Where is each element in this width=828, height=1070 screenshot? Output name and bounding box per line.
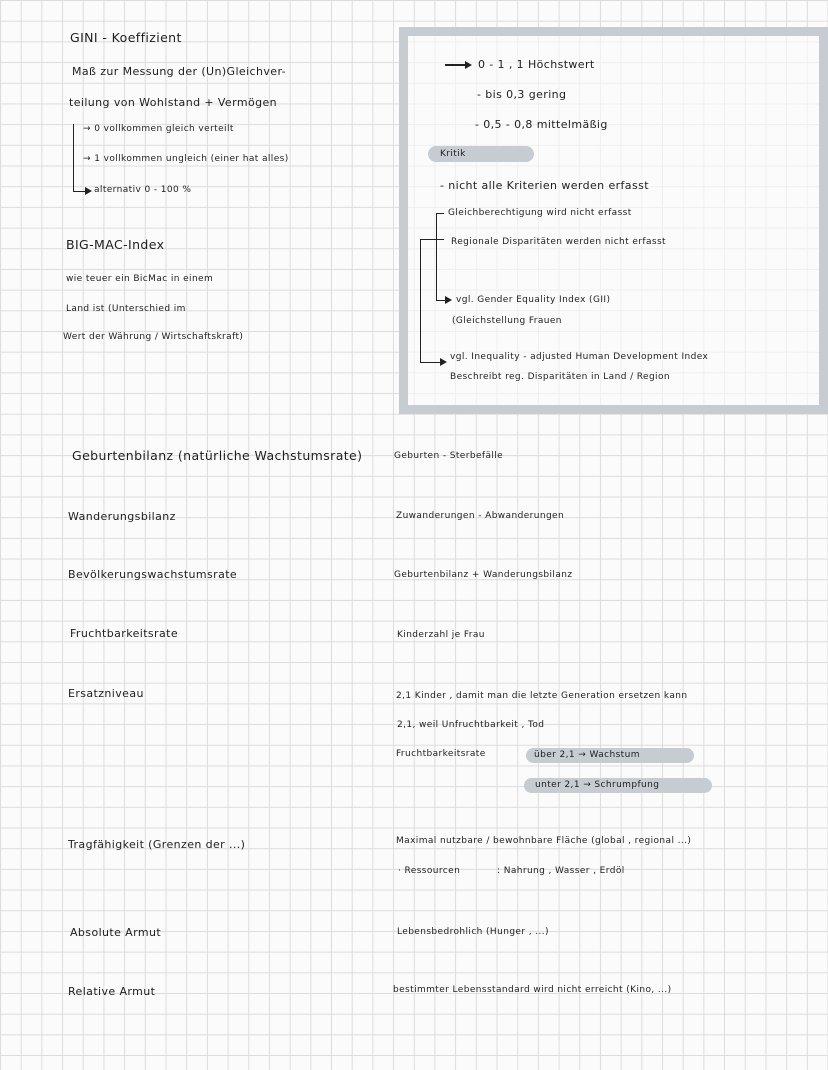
gini-desc-line1: Maß zur Messung der (Un)Gleichver- xyxy=(72,65,287,78)
gini-bracket-line xyxy=(73,124,74,192)
kritik-item-2: Regionale Disparitäten werden nicht erfasst xyxy=(451,237,666,247)
gini-item-2: alternativ 0 - 100 % xyxy=(94,185,192,195)
kritik-item-0: - nicht alle Kriterien werden erfasst xyxy=(440,179,649,192)
arrow-right-icon xyxy=(465,61,472,69)
vgl-gii-desc: (Gleichstellung Frauen xyxy=(452,316,562,326)
term-fruchtbarkeitsrate: Fruchtbarkeitsrate xyxy=(70,627,178,640)
kritik-bracket-2 xyxy=(420,239,421,363)
gini-item-0: → 0 vollkommen gleich verteilt xyxy=(83,124,234,134)
range-arrow-line xyxy=(445,64,465,66)
gini-arrow-line xyxy=(73,191,85,192)
bigmac-line2: Land ist (Unterschied im xyxy=(66,304,186,314)
kritik-label: Kritik xyxy=(440,149,466,159)
gini-range: 0 - 1 , 1 Höchstwert xyxy=(478,58,595,71)
term-absolute-armut: Absolute Armut xyxy=(70,926,162,939)
gini-range-mid: - 0,5 - 0,8 mittelmäßig xyxy=(475,118,608,131)
def-tragfaehigkeit: Maximal nutzbare / bewohnbare Fläche (global , regional ...) xyxy=(396,836,692,846)
bigmac-line3: Wert der Währung / Wirtschaftskraft) xyxy=(63,332,244,342)
kritik-bracket-2-tick xyxy=(420,239,444,240)
term-relative-armut: Relative Armut xyxy=(68,985,156,998)
def-absolute-armut: Lebensbedrohlich (Hunger , ...) xyxy=(397,927,549,937)
vgl-gii: vgl. Gender Equality Index (GII) xyxy=(456,295,611,305)
vgl-bracket-line xyxy=(436,239,437,301)
trag-resources-items: : Nahrung , Wasser , Erdöl xyxy=(497,866,625,876)
term-tragfaehigkeit: Tragfähigkeit (Grenzen der ...) xyxy=(68,838,246,851)
def-relative-armut: bestimmter Lebensstandard wird nicht erreicht (Kino, ...) xyxy=(393,985,672,995)
bigmac-title: BIG-MAC-Index xyxy=(66,237,165,252)
kritik-bracket-1 xyxy=(436,213,437,239)
def-bevoelkerungswachstumsrate: Geburtenbilanz + Wanderungsbilanz xyxy=(394,570,573,580)
term-ersatzniveau: Ersatzniveau xyxy=(68,687,144,700)
arrow-right-icon xyxy=(85,187,92,195)
bigmac-line1: wie teuer ein BicMac in einem xyxy=(66,274,214,284)
ersatz-reason: 2,1, weil Unfruchtbarkeit , Tod xyxy=(397,720,545,730)
ersatz-over: über 2,1 → Wachstum xyxy=(534,750,640,760)
arrow-right-icon xyxy=(445,296,452,304)
vgl-arrow-line-2 xyxy=(420,362,440,363)
def-fruchtbarkeitsrate: Kinderzahl je Frau xyxy=(397,630,485,640)
def-geburtenbilanz: Geburten - Sterbefälle xyxy=(394,451,504,461)
gini-title: GINI - Koeffizient xyxy=(70,30,182,45)
ersatz-under: unter 2,1 → Schrumpfung xyxy=(535,780,660,790)
trag-resources-label: · Ressourcen xyxy=(398,866,461,876)
def-wanderungsbilanz: Zuwanderungen - Abwanderungen xyxy=(396,511,565,521)
ersatz-label: Fruchtbarkeitsrate xyxy=(396,749,486,759)
kritik-bracket-1-tick xyxy=(436,213,444,214)
def-ersatzniveau: 2,1 Kinder , damit man die letzte Generation ersetzen kann xyxy=(396,691,688,701)
vgl-ihdi-desc: Beschreibt reg. Disparitäten in Land / Region xyxy=(450,372,670,382)
gini-range-low: - bis 0,3 gering xyxy=(477,88,567,101)
term-geburtenbilanz: Geburtenbilanz (natürliche Wachstumsrate) xyxy=(72,448,363,463)
gini-desc-line2: teilung von Wohlstand + Vermögen xyxy=(69,96,277,109)
vgl-ihdi: vgl. Inequality - adjusted Human Development Index xyxy=(450,352,709,362)
kritik-item-1: Gleichberechtigung wird nicht erfasst xyxy=(448,208,632,218)
arrow-right-icon xyxy=(440,358,447,366)
gini-item-1: → 1 vollkommen ungleich (einer hat alles) xyxy=(83,154,289,164)
term-bevoelkerungswachstumsrate: Bevölkerungswachstumsrate xyxy=(68,568,238,581)
term-wanderungsbilanz: Wanderungsbilanz xyxy=(68,510,176,523)
